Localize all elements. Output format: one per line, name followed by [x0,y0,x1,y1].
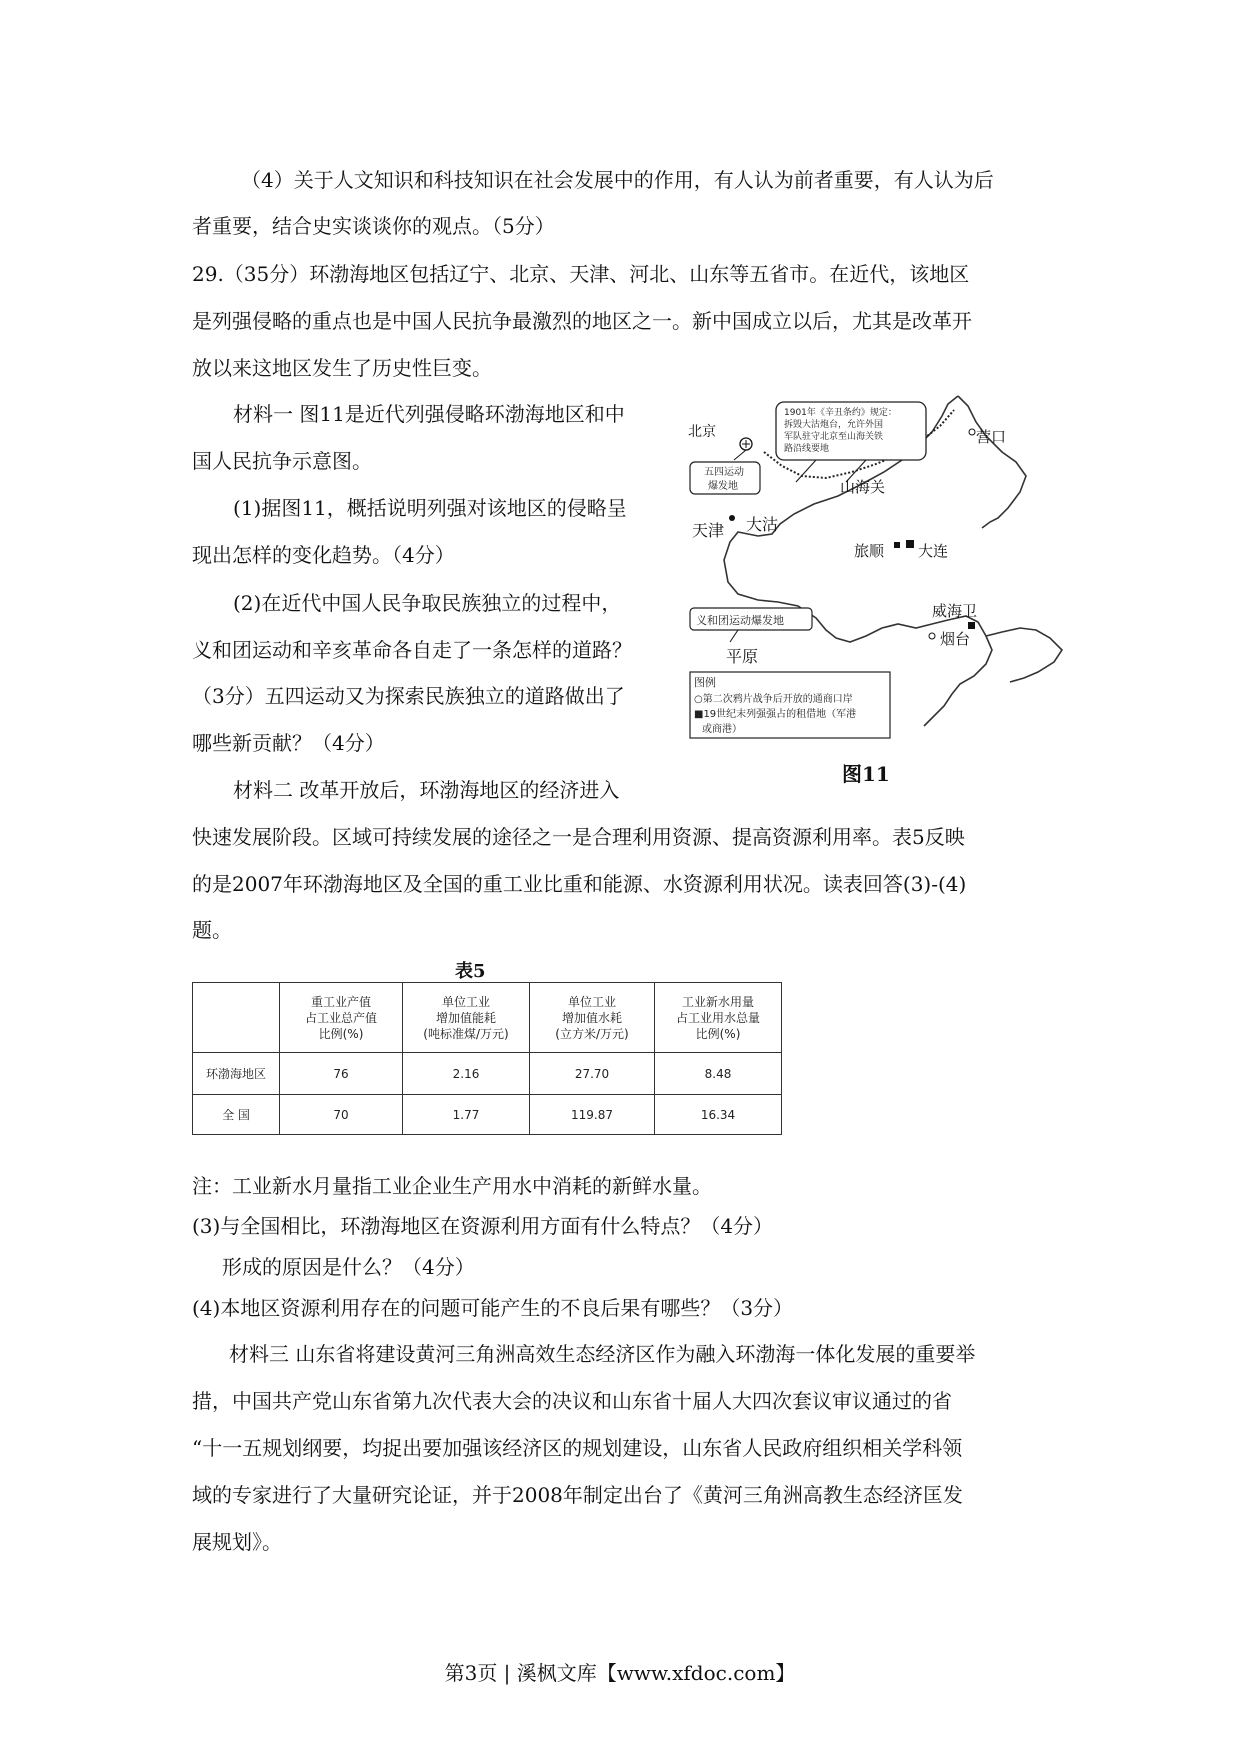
sub2-line4: 哪些新贡献？（4分） [192,731,385,755]
table5-header-new-water: 工业新水用量 占工业用水总量 比例(%) [655,983,782,1053]
material2-line4: 题。 [192,918,232,942]
table5-cell: 119.87 [530,1095,655,1135]
place-beijing: 北京 [688,424,716,440]
table5-cell: 1.77 [403,1095,530,1135]
material1-line1: 材料一 图11是近代列强侵略环渤海地区和中 [233,402,625,426]
material2-line3: 的是2007年环渤海地区及全国的重工业比重和能源、水资源利用状况。读表回答(3)-(4) [192,872,967,896]
table5-corner [193,983,280,1053]
table5-cell: 2.16 [403,1053,530,1095]
sub1-line2: 现出怎样的变化趋势。（4分） [192,543,455,567]
liaodong-coast [958,396,1026,528]
table5 [192,982,782,1135]
q29-line2: 是列强侵略的重点也是中国人民抗争最激烈的地区之一。新中国成立以后，尤其是改革开 [192,309,972,333]
q3-line2: 形成的原因是什么？（4分） [222,1255,475,1279]
table5-region: 环渤海地区 [193,1053,280,1095]
table5-cell: 76 [280,1053,403,1095]
place-yantai: 烟台 [940,630,971,648]
treaty-callout-line4: 路沿线要地 [784,444,830,454]
table5-cell: 27.70 [530,1053,655,1095]
legend-item-ports: ○第二次鸦片战争后开放的通商口岸 [694,694,853,705]
table5-header-row [193,983,782,1053]
legend-item-leased: ■19世纪末列强强占的租借地（军港 [694,709,857,720]
material2-line2: 快速发展阶段。区域可持续发展的途径之一是合理利用资源、提高资源利用率。表5反映 [192,825,965,849]
table5-title: 表5 [455,961,486,982]
treaty-callout-line2: 拆毁大沽炮台，允许外国 [784,420,884,430]
sub1-line1: (1)据图11，概括说明列强对该地区的侵略呈 [233,496,627,520]
material3-line5: 展规划》。 [192,1530,282,1554]
material1-line2: 国人民抗争示意图。 [192,449,372,473]
table-row [193,1095,782,1135]
place-yingkou: 营口 [976,428,1007,446]
table5-region: 全 国 [193,1095,280,1135]
table-row [193,1053,782,1095]
page-footer: 第3页 | 溪枫文库【www.xfdoc.com】 [444,1661,796,1685]
table5-cell: 16.34 [655,1095,782,1135]
q3-line1: (3)与全国相比，环渤海地区在资源利用方面有什么特点？（4分） [192,1214,774,1238]
q29-line3: 放以来这地区发生了历史性巨变。 [192,356,492,380]
place-weihaiwei: 威海卫 [932,602,978,620]
material3-line1: 材料三 山东省将建设黄河三角洲高效生态经济区作为融入环渤海一体化发展的重要举 [229,1342,976,1366]
material3-line3: “十一五规划纲要，均捉出要加强该经济区的规划建设，山东省人民政府组织相关学科领 [192,1436,963,1460]
table-note: 注：工业新水月量指工业企业生产用水中消耗的新鲜水量。 [192,1174,712,1198]
may4-callout-line1: 五四运动 [704,467,744,478]
sub2-line1: (2)在近代中国人民争取民族独立的过程中， [233,591,622,615]
treaty-callout-line3: 军队驻守北京至山海关铁 [784,432,884,442]
table5-header-heavy-industry: 重工业产值 占工业总产值 比例(%) [280,983,403,1053]
legend-item-leased-cont: 或商港） [702,724,742,735]
place-lushun: 旅顺 [854,542,885,560]
figure-caption: 图11 [842,762,890,786]
place-dalian: 大连 [918,542,949,560]
place-dagu: 大沽 [746,515,779,534]
boxer-callout-label: 义和团运动爆发地 [696,614,784,627]
q4-line1: （4）关于人文知识和科技知识在社会发展中的作用，有人认为前者重要，有人认为后 [241,168,994,192]
table5-cell: 8.48 [655,1053,782,1095]
sub2-line3: （3分）五四运动又为探索民族独立的道路做出了 [192,684,625,708]
sub2-line2: 义和团运动和辛亥革命各自走了一条怎样的道路？ [192,638,632,662]
material3-line2: 措，中国共产党山东省第九次代表大会的决议和山东省十届人大四次套议审议通过的省 [192,1389,952,1413]
legend-title: 图例 [694,676,716,689]
may4-callout-line2: 爆发地 [708,481,738,492]
table5-header-water: 单位工业 增加值水耗 (立方米/万元) [530,983,655,1053]
place-pingyuan: 平原 [726,647,759,666]
figure-11-map [686,392,1070,744]
shandong-coast [986,628,1062,682]
treaty-callout-line1: 1901年《辛丑条约》规定： [784,408,897,418]
material3-line4: 域的专家进行了大量研究论证，并于2008年制定出台了《黄河三角洲高教生态经济匡发 [192,1483,963,1507]
table5-header-energy: 单位工业 增加值能耗 (吨标准煤/万元) [403,983,530,1053]
q4-line2: 者重要，结合史实谈谈你的观点。（5分） [192,214,555,238]
table5-cell: 70 [280,1095,403,1135]
place-tianjin: 天津 [692,521,725,540]
q4b-line: (4)本地区资源利用存在的问题可能产生的不良后果有哪些？（3分） [192,1296,794,1320]
place-shanhaiguan: 山海关 [840,478,886,496]
q29-line1: 29.（35分）环渤海地区包括辽宁、北京、天津、河北、山东等五省市。在近代，该地区 [192,262,970,286]
material2-line1: 材料二 改革开放后，环渤海地区的经济进入 [233,778,620,802]
